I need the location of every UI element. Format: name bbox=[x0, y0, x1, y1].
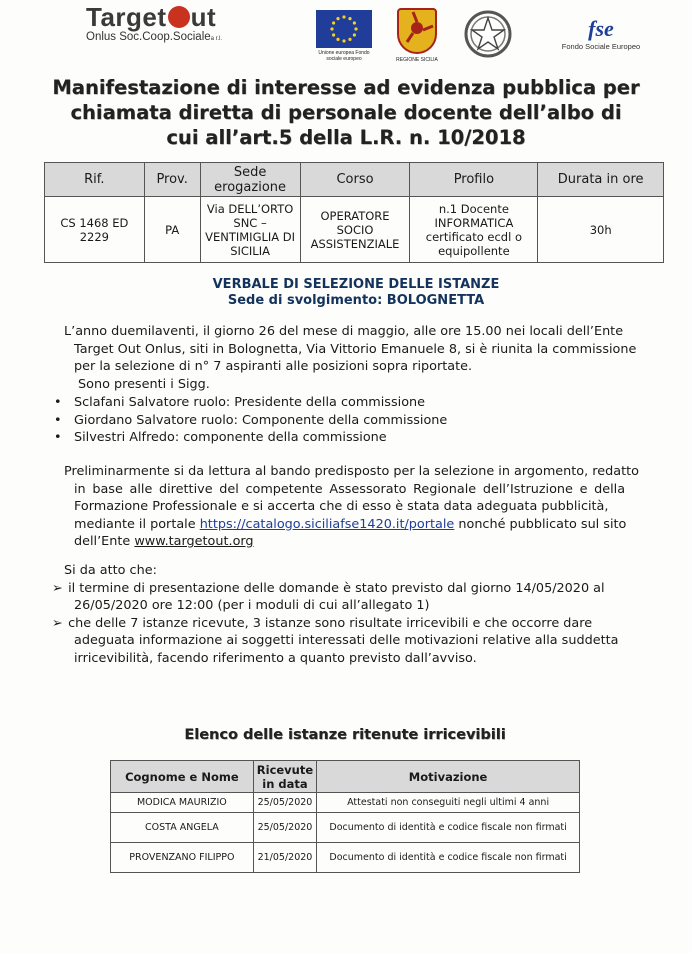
table-row bbox=[45, 197, 664, 263]
paragraph-line: 26/05/2020 ore 12:00 (per i moduli di cui all’allegato 1) bbox=[74, 598, 430, 614]
cell-nome: PROVENZANO FILIPPO bbox=[111, 843, 254, 873]
header-motivazione: Motivazione bbox=[317, 761, 580, 793]
table-row bbox=[111, 793, 580, 813]
header-durata: Durata in ore bbox=[538, 163, 664, 197]
targetout-site-link[interactable]: www.targetout.org bbox=[134, 534, 254, 550]
bullet-icon: • bbox=[54, 412, 62, 428]
paragraph-line: mediante il portale https://catalogo.siciliafse1420.it/portale nonché pubblicato sul sito bbox=[74, 516, 627, 532]
cell-motivazione: Documento di identità e codice fiscale non firmati bbox=[317, 843, 580, 873]
logo-o-circle-icon bbox=[168, 6, 190, 28]
header-nome: Cognome e Nome bbox=[111, 761, 254, 793]
cell-corso: OPERATORE SOCIO ASSISTENZIALE bbox=[300, 197, 410, 263]
paragraph-line: in base alle direttive del competente Assessorato Regionale dell’Istruzione e della bbox=[74, 481, 626, 497]
cell-profilo: n.1 Docente INFORMATICA certificato ecdl o equipollente bbox=[410, 197, 538, 263]
portale-link[interactable]: https://catalogo.siciliafse1420.it/portale bbox=[199, 516, 455, 532]
cell-nome: COSTA ANGELA bbox=[111, 813, 254, 843]
cell-data: 21/05/2020 bbox=[253, 843, 316, 873]
commission-members-list bbox=[54, 394, 654, 447]
paragraph-line: adeguata informazione ai soggetti interessati delle motivazioni relative alla suddetta bbox=[74, 633, 619, 649]
rejected-list-heading: Elenco delle istanze ritenute irricevibili bbox=[184, 727, 506, 743]
cell-durata: 30h bbox=[538, 197, 664, 263]
header-sede: Sede erogazione bbox=[200, 163, 300, 197]
header-prov: Prov. bbox=[144, 163, 200, 197]
bullet-icon: • bbox=[54, 430, 62, 446]
intro-paragraph bbox=[64, 323, 670, 393]
paragraph-line: irricevibilità, facendo riferimento a quanto previsto dall’avviso. bbox=[74, 650, 477, 666]
fse-caption: Fondo Sociale Europeo bbox=[561, 42, 641, 51]
table-header-row bbox=[111, 761, 580, 793]
eu-caption: Unione europea Fondo sociale europeo bbox=[318, 50, 370, 62]
logo-wordmark: Target ut bbox=[86, 2, 217, 32]
cell-data: 25/05/2020 bbox=[253, 813, 316, 843]
verbale-subtitle: Sede di svolgimento: BOLOGNETTA bbox=[227, 293, 485, 308]
title-line: chiamata diretta di personale docente dell’albo di bbox=[70, 101, 622, 124]
title-line: Manifestazione di interesse ad evidenza pubblica per bbox=[52, 76, 640, 99]
arrow-bullet-icon: ➢ bbox=[52, 615, 63, 631]
acknowledgement-paragraph bbox=[52, 562, 674, 668]
header-profilo: Profilo bbox=[410, 163, 538, 197]
table-row bbox=[111, 813, 580, 843]
fse-logo bbox=[556, 16, 646, 60]
header-corso: Corso bbox=[300, 163, 410, 197]
regione-sicilia-logo bbox=[394, 8, 440, 68]
paragraph-line: Si da atto che: bbox=[64, 563, 157, 578]
header-data: Ricevute in data bbox=[253, 761, 316, 793]
table-header-row bbox=[45, 163, 664, 197]
paragraph-line: L’anno duemilaventi, il giorno 26 del mese di maggio, alle ore 15.00 nei locali dell’Ente bbox=[64, 324, 624, 339]
cell-rif: CS 1468 ED 2229 bbox=[45, 197, 145, 263]
cell-motivazione: Documento di identità e codice fiscale non firmati bbox=[317, 813, 580, 843]
list-item: • Sclafani Salvatore ruolo: Presidente della commissione bbox=[54, 395, 426, 410]
course-table bbox=[44, 162, 664, 263]
arrow-bullet-icon: ➢ bbox=[52, 580, 63, 596]
list-item: ➢ che delle 7 istanze ricevute, 3 istanze sono risultate irricevibili e che occorre dare bbox=[52, 615, 593, 631]
target-out-logo bbox=[86, 2, 256, 50]
verbale-heading bbox=[140, 277, 572, 309]
fse-mark-icon: fse bbox=[588, 16, 614, 41]
cell-prov: PA bbox=[144, 197, 200, 263]
paragraph-line: Sono presenti i Sigg. bbox=[78, 376, 210, 392]
cell-sede: Via DELL’ORTO SNC – VENTIMIGLIA DI SICILIA bbox=[200, 197, 300, 263]
preliminary-paragraph bbox=[64, 463, 670, 551]
sicilia-caption: REGIONE SICILIA bbox=[396, 57, 438, 63]
table-row bbox=[111, 843, 580, 873]
header-rif: Rif. bbox=[45, 163, 145, 197]
document-title bbox=[40, 75, 652, 150]
cell-data: 25/05/2020 bbox=[253, 793, 316, 813]
paragraph-line: per la selezione di n° 7 aspiranti alle posizioni sopra riportate. bbox=[74, 359, 473, 375]
paragraph-line: dell’Ente www.targetout.org bbox=[74, 534, 254, 550]
logo-subtitle: Onlus Soc.Coop.Socialea r.l. bbox=[86, 31, 222, 43]
title-line: cui all’art.5 della L.R. n. 10/2018 bbox=[166, 126, 526, 149]
list-item: ➢ il termine di presentazione delle domande è stato previsto dal giorno 14/05/2020 al bbox=[52, 580, 605, 596]
eu-flag-logo bbox=[316, 10, 372, 66]
bullet-icon: • bbox=[54, 395, 62, 410]
trinacria-shield-icon bbox=[397, 8, 437, 54]
cell-nome: MODICA MAURIZIO bbox=[111, 793, 254, 813]
list-item: • Silvestri Alfredo: componente della commissione bbox=[54, 430, 387, 446]
rejected-applications-table bbox=[110, 760, 580, 873]
eu-stars-icon bbox=[316, 10, 372, 48]
paragraph-line: Target Out Onlus, siti in Bolognetta, Via Vittorio Emanuele 8, si è riunita la commissione bbox=[74, 341, 637, 357]
paragraph-line: Preliminarmente si da lettura al bando predisposto per la selezione in argomento, redatto bbox=[64, 464, 639, 479]
paragraph-line: Formazione Professionale e si accerta che di esso è stata data adeguata pubblicità, bbox=[74, 499, 609, 515]
repubblica-italiana-emblem-icon bbox=[460, 6, 516, 62]
cell-motivazione: Attestati non conseguiti negli ultimi 4 anni bbox=[317, 793, 580, 813]
verbale-title: VERBALE DI SELEZIONE DELLE ISTANZE bbox=[212, 277, 500, 292]
list-item: • Giordano Salvatore ruolo: Componente della commissione bbox=[54, 412, 448, 428]
